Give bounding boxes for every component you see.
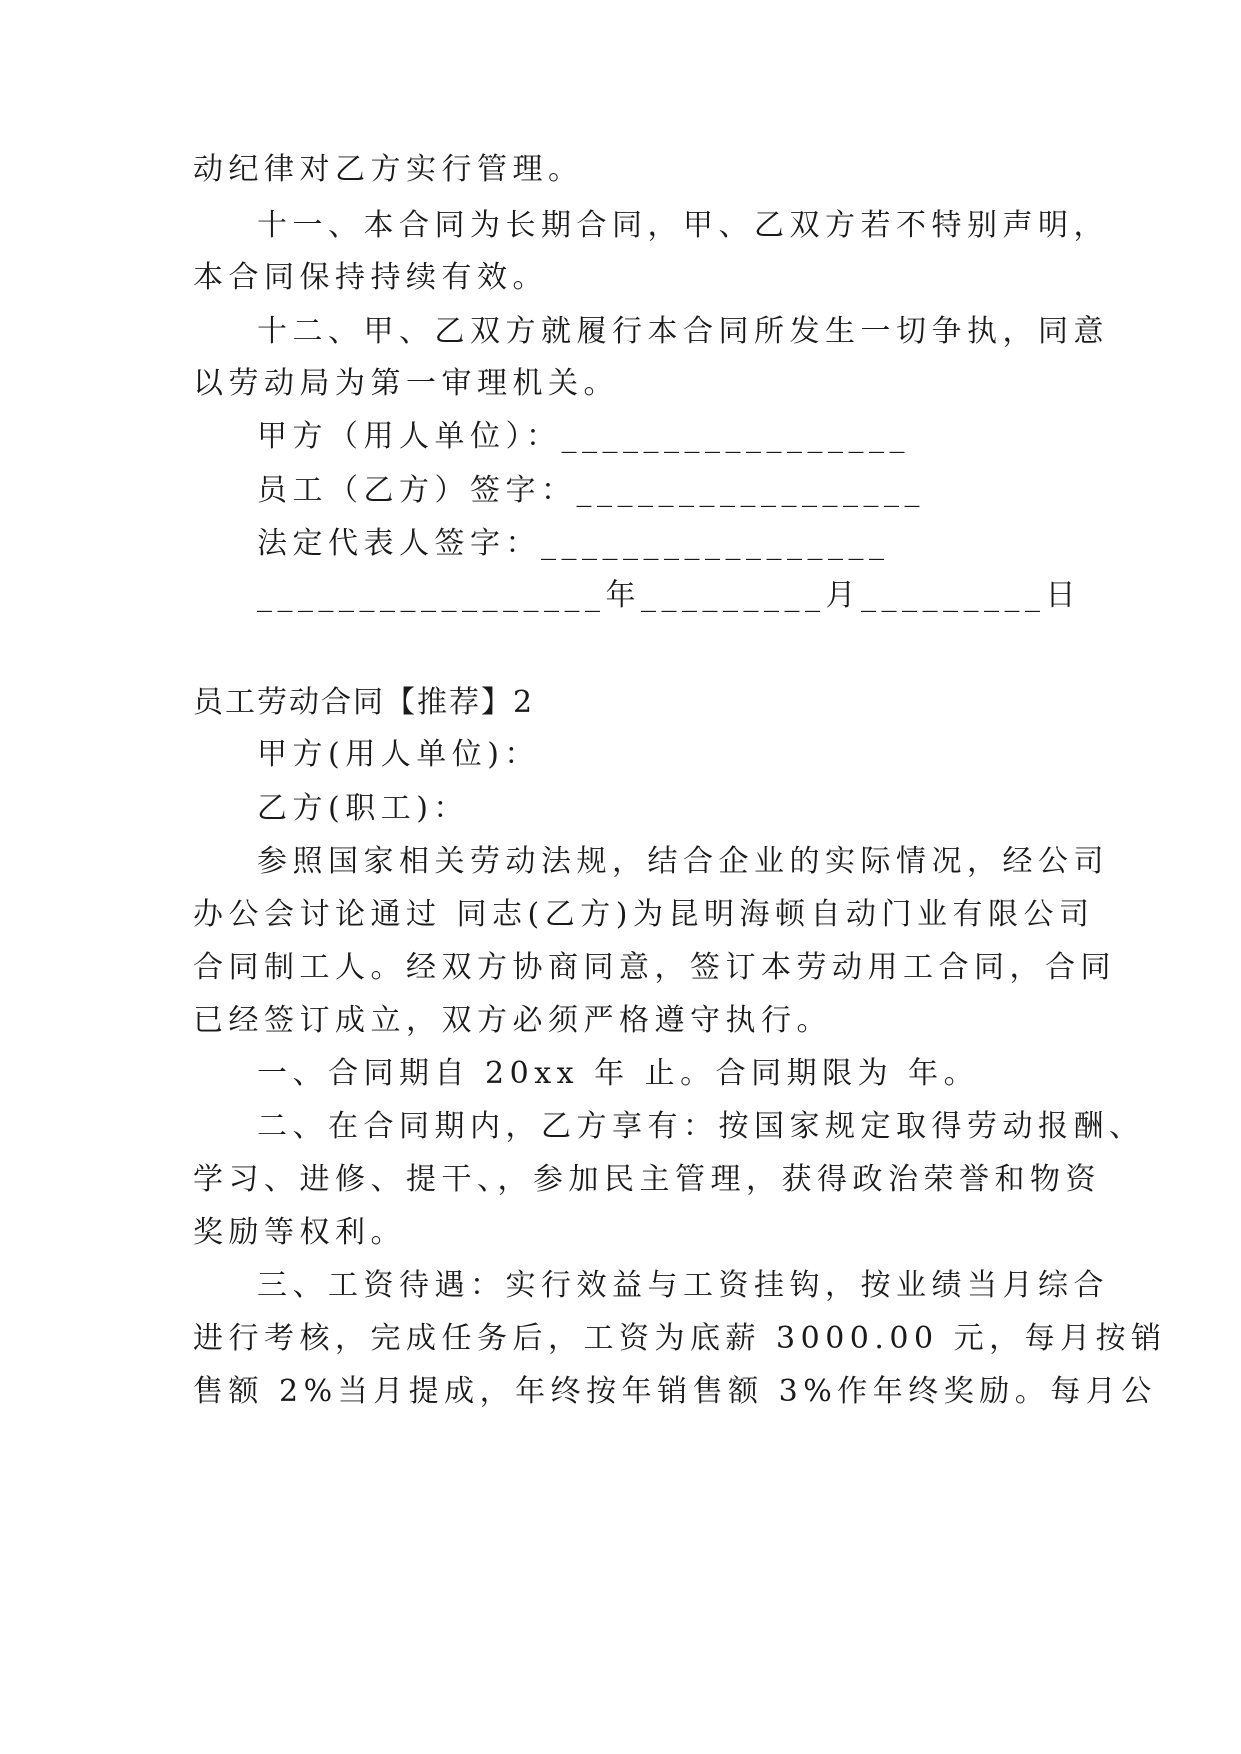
date-line: _________________年_________月_________日	[257, 578, 1081, 613]
employee-signature-line: 员工（乙方）签字：_________________	[257, 473, 925, 508]
clause-two-line: 二、在合同期内，乙方享有：按国家规定取得劳动报酬、	[257, 1109, 1145, 1144]
clause-three-line: 三、工资待遇：实行效益与工资挂钩，按业绩当月综合	[257, 1268, 1109, 1303]
clause-three-line: 售额 2%当月提成，年终按年销售额 3%作年终奖励。每月公	[193, 1374, 1157, 1409]
body-text-line: 本合同保持持续有效。	[193, 260, 548, 295]
clause-two-line: 奖励等权利。	[193, 1215, 406, 1250]
preamble-line: 合同制工人。经双方协商同意，签订本劳动用工合同，合同	[193, 950, 1116, 985]
body-text-line: 以劳动局为第一审理机关。	[193, 366, 619, 401]
preamble-line: 办公会讨论通过 同志(乙方)为昆明海顿自动门业有限公司	[193, 897, 1095, 932]
legal-rep-signature-line: 法定代表人签字：_________________	[257, 526, 890, 561]
clause-twelve-line: 十二、甲、乙双方就履行本合同所发生一切争执，同意	[257, 314, 1109, 349]
clause-eleven-line: 十一、本合同为长期合同，甲、乙双方若不特别声明，	[257, 208, 1109, 243]
clause-three-line: 进行考核，完成任务后，工资为底薪 3000.00 元，每月按销	[193, 1321, 1167, 1356]
party-a-signature-line: 甲方（用人单位）：_________________	[257, 419, 910, 454]
preamble-line: 参照国家相关劳动法规，结合企业的实际情况，经公司	[257, 844, 1109, 879]
party-b-line: 乙方(职工)：	[257, 791, 469, 826]
party-a-line: 甲方(用人单位)：	[257, 737, 540, 772]
clause-two-line: 学习、进修、提干、，参加民主管理，获得政治荣誉和物资	[193, 1162, 1101, 1197]
clause-one-line: 一、合同期自 20xx 年 止。合同期限为 年。	[257, 1056, 980, 1091]
body-text-line: 动纪律对乙方实行管理。	[193, 152, 584, 187]
preamble-line: 已经签订成立，双方必须严格遵守执行。	[193, 1003, 832, 1038]
section-heading: 员工劳动合同【推荐】2	[193, 685, 535, 720]
